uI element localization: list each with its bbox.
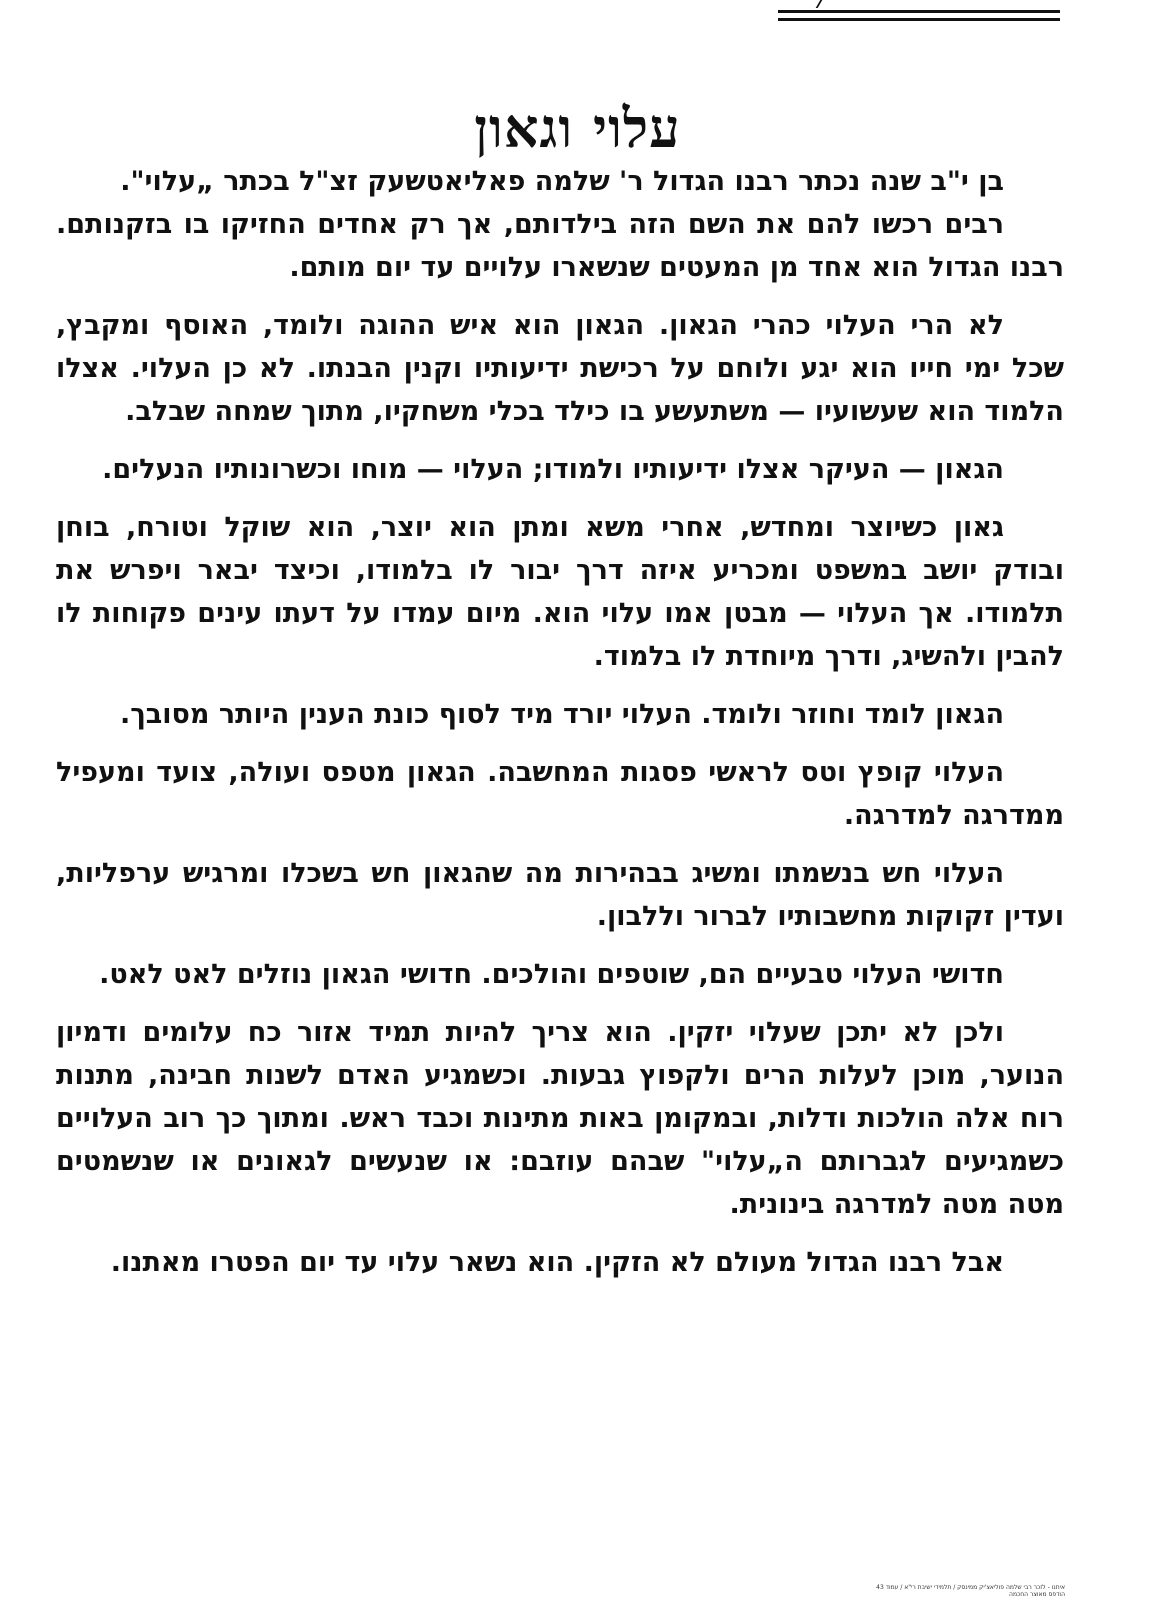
article-body [56, 160, 1064, 1299]
paragraph-7: העלוי קופץ וטס לראשי פסגות המחשבה. הגאון מטפס ועולה, צועד ומעפיל ממדרגה למדרגה. [56, 757, 1064, 831]
paragraph-11: אבל רבנו הגדול מעולם לא הזקין. הוא נשאר עלוי עד יום הפטרו מאתנו. [110, 1247, 1004, 1278]
paragraph-5: גאון כשיוצר ומחדש, אחרי משא ומתן הוא יוצר, הוא שוקל וטורח, בוחן ובודק יושב במשפט ומכריע איזה דרך יבור לו בלמודו, וכיצד יבאר ויפרש את תלמודו. אך העלוי — מבטן אמו עלוי הוא. מיום עמדו על דעתו עינים פקוחות לו להבין ולהשיג, ודרך מיוחדת לו בלמוד. [56, 512, 1064, 672]
paragraph-1: בן י"ב שנה נכתר רבנו הגדול ר' שלמה פאליאטשעק זצ"ל בכתר „עלוי". [120, 166, 1004, 197]
page-title: עלוי וגאון [474, 96, 681, 161]
paragraph-2: רבים רכשו להם את השם הזה בילדותם, אך רק אחדים החזיקו בו בזקנותם. רבנו הגדול הוא אחד מן המעטים שנשארו עלויים עד יום מותם. [56, 209, 1064, 283]
paragraph-6: הגאון לומד וחוזר ולומד. העלוי יורד מיד לסוף כונת הענין היותר מסובך. [119, 699, 1004, 730]
top-double-rule-lower [778, 18, 1060, 21]
source-footer-line-1: איתנו - לזכר רבי שלמה פוליאצ'יק ממינסק / תלמידי ישיבת רי"א / עמוד 43 [876, 1584, 1065, 1591]
source-footer [745, 1584, 1065, 1598]
paragraph-8: העלוי חש בנשמתו ומשיג בבהירות מה שהגאון חש בשכלו ומרגיש ערפליות, ועדין זקוקות מחשבותיו לברור וללבון. [56, 858, 1064, 932]
paragraph-9: חדושי העלוי טבעיים הם, שוטפים והולכים. חדושי הגאון נוזלים לאט לאט. [99, 959, 1004, 990]
source-footer-line-2: הודפס מאוצר החכמה [1009, 1591, 1065, 1598]
corner-mark [810, 0, 823, 8]
paragraph-4: הגאון — העיקר אצלו ידיעותיו ולמודו; העלוי — מוחו וכשרונותיו הנעלים. [102, 454, 1004, 485]
paragraph-3: לא הרי העלוי כהרי הגאון. הגאון הוא איש ההוגה ולומד, האוסף ומקבץ, שכל ימי חייו הוא יגע ולוחם על רכישת ידיעותיו וקנין הבנתו. לא כן העלוי. אצלו הלמוד הוא שעשועיו — משתעשע בו כילד בכלי משחקיו, מתוך שמחה שבלב. [56, 310, 1064, 427]
top-double-rule-upper [778, 10, 1060, 13]
paragraph-10: ולכן לא יתכן שעלוי יזקין. הוא צריך להיות תמיד אזור כח עלומים ודמיון הנוער, מוכן לעלות הרים ולקפוץ גבעות. וכשמגיע האדם לשנות חבינה, מתנות רוח אלה הולכות ודלות, ובמקומן באות מתינות וכבד ראש. ומתוך כך רוב העלויים כשמגיעים לגברותם ה„עלוי" שבהם עוזבם: או שנעשים לגאונים או שנשמטים מטה מטה למדרגה בינונית. [56, 1017, 1064, 1220]
